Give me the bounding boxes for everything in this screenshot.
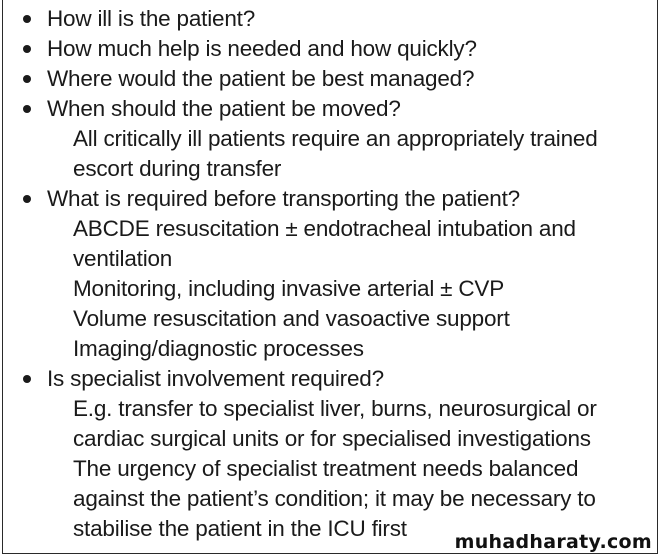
sub-item: The urgency of specialist treatment needs balanced	[73, 456, 579, 481]
sub-item: cardiac surgical units or for specialised investigations	[73, 426, 591, 451]
bullet-item	[3, 64, 659, 94]
bullet-dot-icon	[23, 375, 31, 383]
sub-item: escort during transfer	[73, 156, 282, 181]
bullet-text: How much help is needed and how quickly?	[47, 36, 477, 61]
sub-item: Imaging/diagnostic processes	[73, 336, 364, 361]
bullet-text: Is specialist involvement required?	[47, 366, 384, 391]
sub-item: Volume resuscitation and vasoactive support	[73, 306, 510, 331]
bullet-dot-icon	[23, 195, 31, 203]
document-frame	[2, 0, 658, 554]
bullet-dot-icon	[23, 75, 31, 83]
sub-item: ABCDE resuscitation ± endotracheal intubation and	[73, 216, 576, 241]
bullet-item	[3, 4, 659, 34]
bullet-item	[3, 184, 659, 214]
bullet-item	[3, 34, 659, 64]
bullet-dot-icon	[23, 105, 31, 113]
bullet-text: When should the patient be moved?	[47, 96, 401, 121]
sub-item: stabilise the patient in the ICU first	[73, 516, 407, 541]
sub-item: All critically ill patients require an appropriately trained	[73, 126, 598, 151]
sub-item: E.g. transfer to specialist liver, burns, neurosurgical or	[73, 396, 597, 421]
watermark: muhadharaty.com	[454, 531, 652, 553]
bullet-text: How ill is the patient?	[47, 6, 256, 31]
bullet-item	[3, 94, 659, 124]
bullet-item	[3, 364, 659, 394]
sub-item: Monitoring, including invasive arterial ± CVP	[73, 276, 505, 301]
bullet-text: Where would the patient be best managed?	[47, 66, 475, 91]
bullet-dot-icon	[23, 45, 31, 53]
sub-item: against the patient’s condition; it may be necessary to	[73, 486, 596, 511]
sub-item: ventilation	[73, 246, 173, 271]
bullet-text: What is required before transporting the patient?	[47, 186, 520, 211]
checklist	[3, 4, 659, 544]
bullet-dot-icon	[23, 15, 31, 23]
